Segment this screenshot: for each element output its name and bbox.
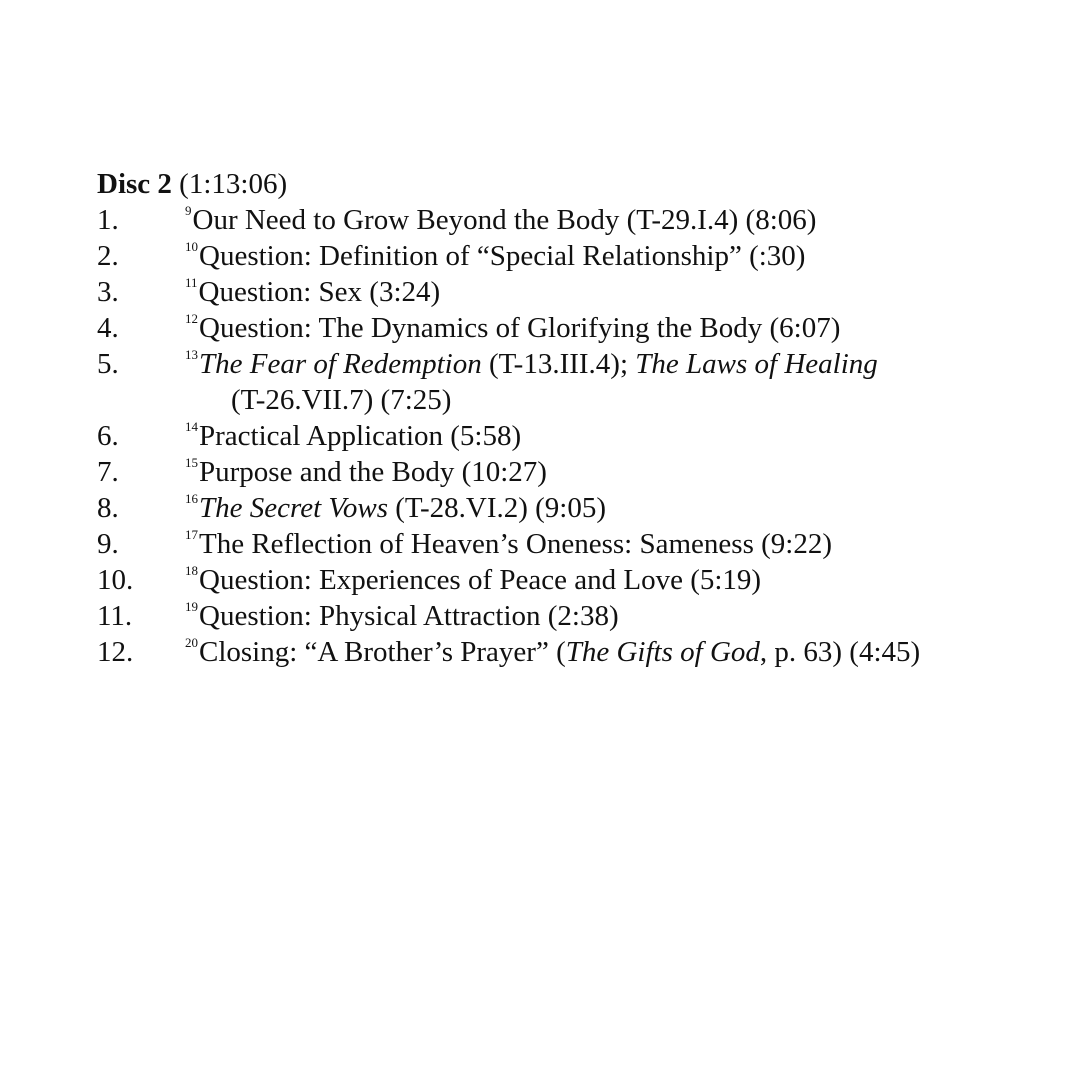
track-item — [97, 598, 1057, 634]
work-title: The Fear of Redemption — [199, 348, 482, 380]
track-number: 12. — [97, 636, 134, 668]
track-number: 4. — [97, 312, 119, 344]
track-item — [97, 238, 1057, 274]
track-title — [185, 562, 1057, 598]
title-text: Question: Sex (3:24) — [198, 276, 441, 308]
track-title — [185, 526, 1057, 562]
footnote-marker: 19 — [185, 599, 198, 614]
track-number: 10. — [97, 564, 134, 596]
title-text: The Reflection of Heaven’s Oneness: Sameness (9:22) — [199, 528, 832, 560]
track-item — [97, 490, 1057, 526]
footnote-marker: 12 — [185, 311, 198, 326]
work-title: The Laws of Healing — [635, 348, 878, 380]
track-item — [97, 634, 1057, 670]
track-title — [185, 418, 1057, 454]
track-number: 6. — [97, 420, 119, 452]
track-title — [185, 202, 1057, 238]
track-title — [185, 274, 1057, 310]
track-listing — [97, 166, 1057, 670]
track-number: 7. — [97, 456, 119, 488]
track-number: 2. — [97, 240, 119, 272]
track-item — [97, 454, 1057, 490]
footnote-marker: 13 — [185, 347, 198, 362]
track-title — [185, 346, 1057, 382]
track-item — [97, 418, 1057, 454]
track-title-continuation: (T-26.VII.7) (7:25) — [231, 384, 452, 416]
footnote-marker: 18 — [185, 563, 198, 578]
track-number: 9. — [97, 528, 119, 560]
footnote-marker: 14 — [185, 419, 198, 434]
track-item — [97, 562, 1057, 598]
footnote-marker: 17 — [185, 527, 198, 542]
track-number: 11. — [97, 600, 133, 632]
footnote-marker: 10 — [185, 239, 198, 254]
track-number: 3. — [97, 276, 119, 308]
title-text: Question: The Dynamics of Glorifying the Body (6:07) — [199, 312, 841, 344]
disc-heading — [97, 166, 1057, 202]
footnote-marker: 11 — [185, 275, 198, 290]
title-text: Question: Physical Attraction (2:38) — [199, 600, 619, 632]
track-title — [185, 454, 1057, 490]
track-item — [97, 526, 1057, 562]
track-title — [185, 238, 1057, 274]
title-text: Question: Experiences of Peace and Love (5:19) — [199, 564, 762, 596]
title-text: Purpose and the Body (10:27) — [199, 456, 547, 488]
work-title: The Secret Vows — [199, 492, 389, 524]
disc-label: Disc 2 — [97, 168, 172, 200]
footnote-marker: 20 — [185, 635, 198, 650]
work-title: The Gifts of God — [565, 636, 760, 668]
title-text: Practical Application (5:58) — [199, 420, 522, 452]
disc-duration: (1:13:06) — [179, 168, 288, 200]
track-title — [185, 634, 1057, 670]
footnote-marker: 15 — [185, 455, 198, 470]
track-number: 1. — [97, 204, 119, 236]
track-item — [97, 202, 1057, 238]
track-item — [97, 310, 1057, 346]
track-item — [97, 274, 1057, 310]
track-title — [185, 598, 1057, 634]
track-title — [185, 310, 1057, 346]
track-list — [97, 202, 1057, 670]
title-text: , p. 63) (4:45) — [759, 636, 921, 668]
track-number: 8. — [97, 492, 119, 524]
title-text: Question: Definition of “Special Relationship” (:30) — [199, 240, 806, 272]
title-text: Our Need to Grow Beyond the Body (T-29.I.4) (8:06) — [192, 204, 817, 236]
track-item — [97, 346, 1057, 418]
footnote-marker: 9 — [185, 203, 192, 218]
track-number: 5. — [97, 348, 119, 380]
footnote-marker: 16 — [185, 491, 198, 506]
title-text: (T-13.III.4); — [481, 348, 636, 380]
title-text: Closing: “A Brother’s Prayer” ( — [199, 636, 566, 668]
track-title — [185, 490, 1057, 526]
title-text: (T-28.VI.2) (9:05) — [388, 492, 607, 524]
